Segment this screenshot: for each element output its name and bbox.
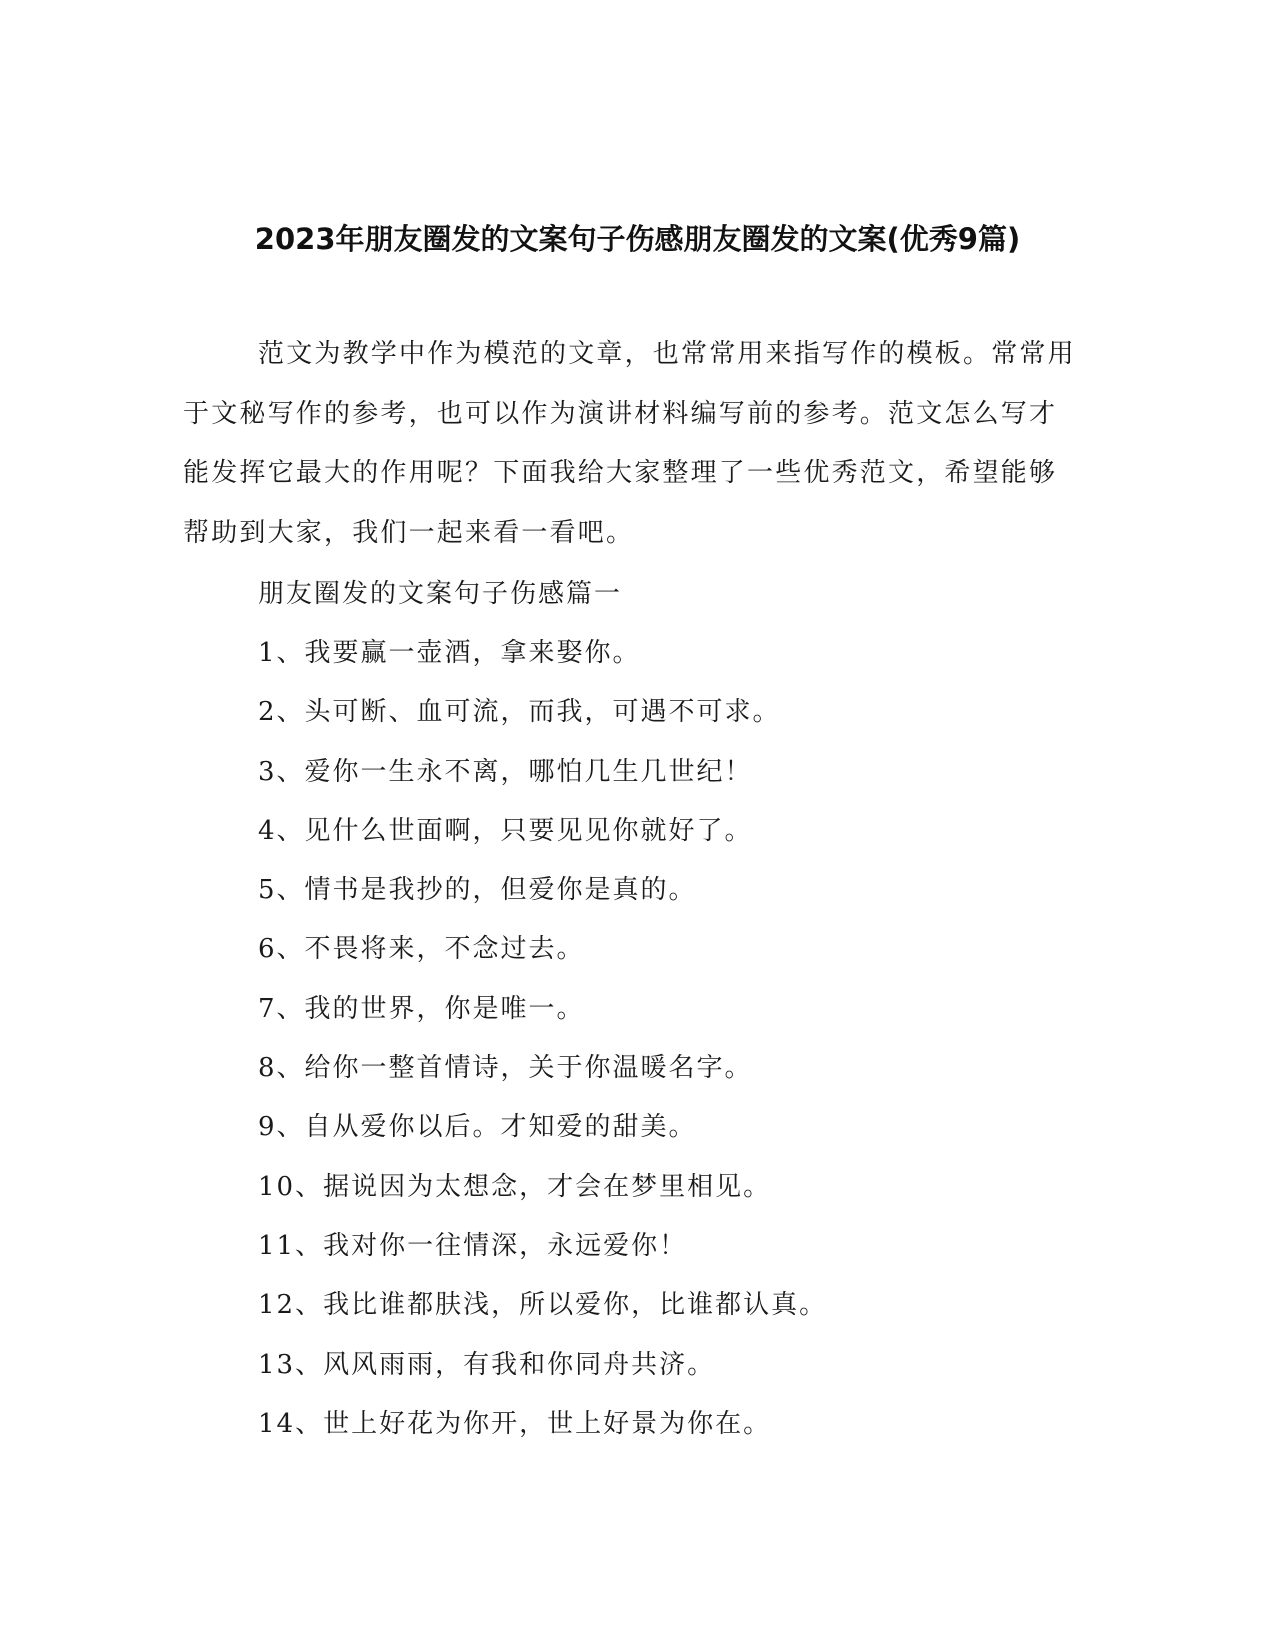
section-heading: 朋友圈发的文案句子伤感篇一 (258, 579, 623, 609)
list-item: 5、情书是我抄的，但爱你是真的。 (258, 875, 697, 906)
list-item: 2、头可断、血可流，而我，可遇不可求。 (258, 697, 781, 728)
document-title: 2023年朋友圈发的文案句子伤感朋友圈发的文案(优秀9篇) (254, 222, 1021, 257)
list-item: 13、风风雨雨，有我和你同舟共济。 (258, 1349, 716, 1380)
list-item: 1、我要赢一壶酒，拿来娶你。 (258, 638, 641, 668)
list-item: 14、世上好花为你开，世上好景为你在。 (258, 1408, 772, 1439)
list-item: 8、给你一整首情诗，关于你温暖名字。 (258, 1053, 753, 1084)
list-item: 9、自从爱你以后。才知爱的甜美。 (258, 1112, 697, 1143)
list-item: 7、我的世界，你是唯一。 (258, 993, 585, 1024)
list-item: 4、见什么世面啊，只要见见你就好了。 (258, 815, 753, 846)
intro-paragraph: 范文为教学中作为模范的文章，也常常用来指写作的模板。常常用于文秘写作的参考，也可以作为演讲材料编写前的参考。范文怎么写才能发挥它最大的作用呢？下面我给大家整理了一些优秀范文，希望能够帮助到大家，我们一起来看一看吧。 (183, 339, 1076, 548)
list-item: 12、我比谁都肤浅，所以爱你，比谁都认真。 (258, 1290, 828, 1321)
list-item: 11、我对你一往情深，永远爱你！ (258, 1230, 688, 1261)
list-item: 3、爱你一生永不离，哪怕几生几世纪！ (258, 756, 753, 787)
list-item: 6、不畏将来，不念过去。 (258, 934, 585, 965)
list-item: 10、据说因为太想念，才会在梦里相见。 (258, 1171, 772, 1202)
quote-list (258, 633, 827, 1463)
